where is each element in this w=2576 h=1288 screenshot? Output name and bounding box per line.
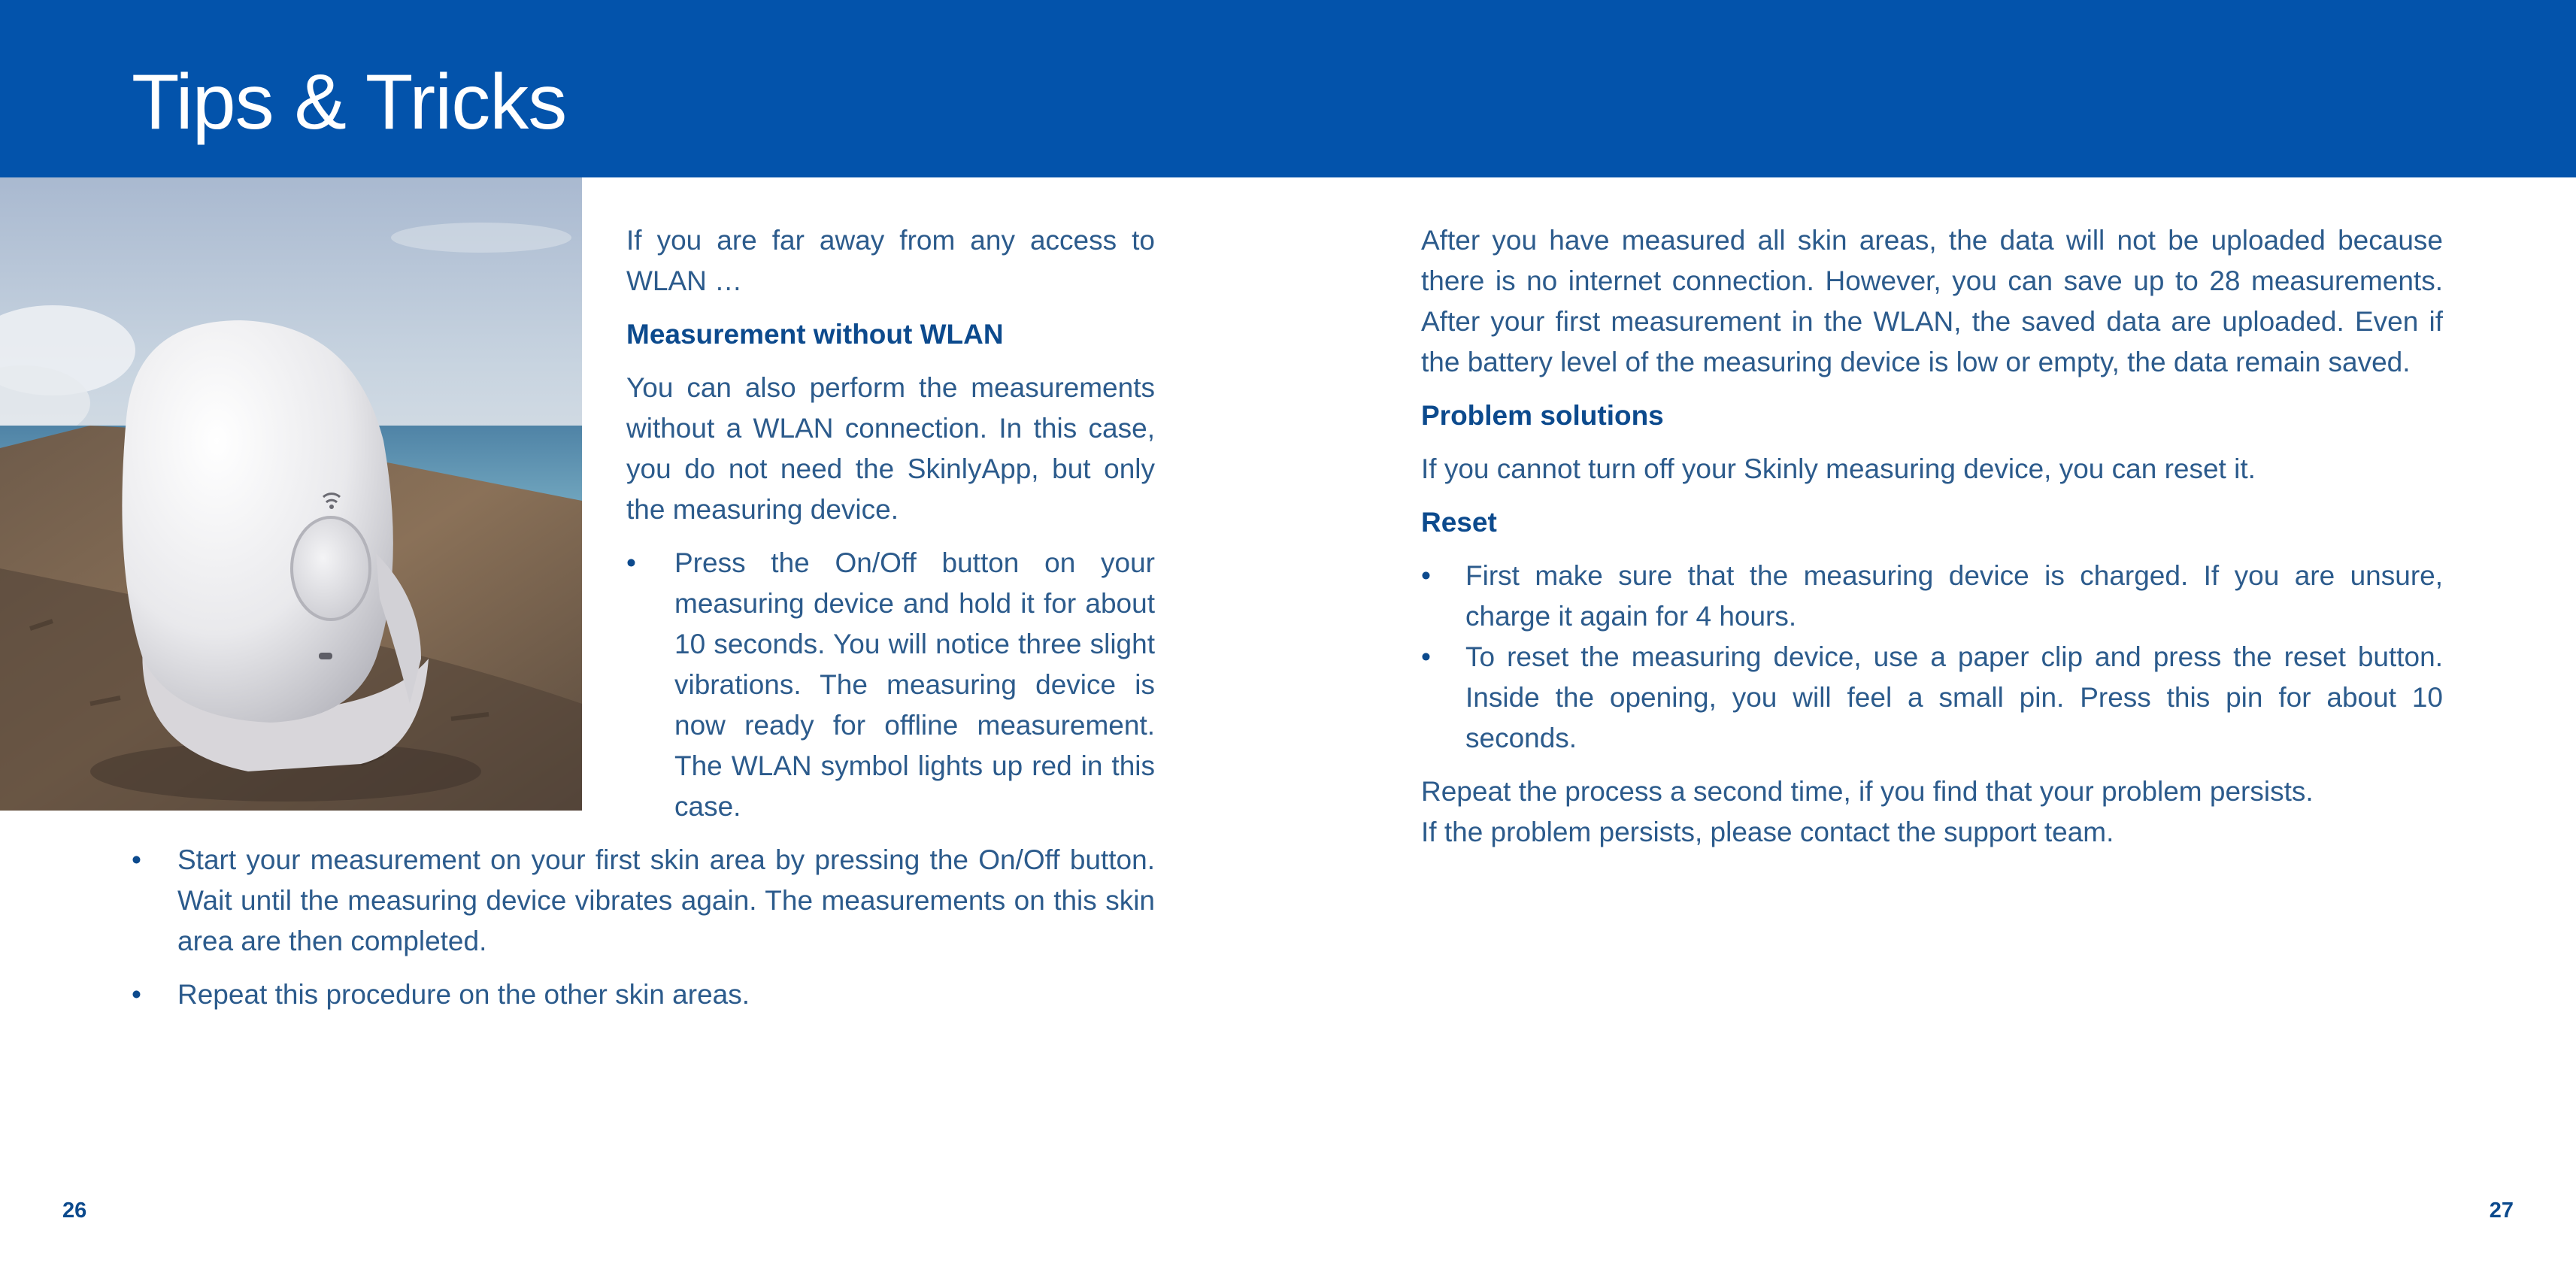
left-column: [626, 220, 1155, 840]
list-item: [626, 543, 1155, 827]
bullet-icon: •: [626, 547, 636, 578]
paragraph-offline-measurement: You can also perform the measurements without a WLAN connection. In this case, you do not need the SkinlyApp, but only the measuring device.: [626, 372, 1155, 525]
bullet-list-reset: [1421, 556, 2443, 759]
bullet-icon: •: [132, 979, 141, 1010]
list-item: [1421, 637, 2443, 759]
page-title: Tips & Tricks: [132, 59, 567, 146]
section-heading-measurement-without-wlan: Measurement without WLAN: [626, 319, 1004, 350]
list-item-text: Repeat this procedure on the other skin areas.: [177, 979, 750, 1010]
left-lower-list: [132, 840, 1155, 1028]
device-photo: [0, 177, 582, 811]
paragraph-reset-intro: If you cannot turn off your Skinly measuring device, you can reset it.: [1421, 453, 2256, 484]
list-item-text: First make sure that the measuring device is charged. If you are unsure, charge it again for 4 hours.: [1465, 560, 2443, 632]
bullet-list-measurement-steps: [132, 840, 1155, 1015]
list-item-text: Start your measurement on your first skin area by pressing the On/Off button. Wait until the measuring device vibrates again. The measurements on this skin area are then completed.: [177, 844, 1155, 956]
bullet-icon: •: [1421, 560, 1431, 591]
page-number-right: 27: [2489, 1199, 2514, 1223]
list-item: [1421, 556, 2443, 637]
list-item: [132, 840, 1155, 962]
right-column: [1421, 220, 2443, 865]
bullet-icon: •: [1421, 641, 1431, 672]
intro-text: If you are far away from any access to WLAN …: [626, 225, 1155, 296]
list-item-text: Press the On/Off button on your measuring device and hold it for about 10 seconds. You will notice three slight vibrations. The measuring device is now ready for offline measurement. The WLAN symbol lights up red in this case.: [674, 547, 1155, 822]
header-banner: [0, 0, 2576, 177]
section-heading-problem-solutions: Problem solutions: [1421, 400, 1664, 431]
list-item: [132, 974, 1155, 1015]
closing-repeat-text: Repeat the process a second time, if you find that your problem persists.: [1421, 776, 2314, 807]
list-item-text: To reset the measuring device, use a paper clip and press the reset button. Inside the opening, you will feel a small pin. Press this pin for about 10 seconds.: [1465, 641, 2443, 753]
page-number-left: 26: [62, 1199, 87, 1223]
paragraph-data-saving: After you have measured all skin areas, the data will not be uploaded because there is no internet connection. However, you can save up to 28 measurements. After your first measurement in the WLAN, the saved data are uploaded. Even if the battery level of the measuring device is low or empty, the data remain saved.: [1421, 225, 2443, 377]
bullet-list-offline: [626, 543, 1155, 827]
closing-support-text: If the problem persists, please contact the support team.: [1421, 817, 2114, 847]
section-heading-reset: Reset: [1421, 507, 1497, 538]
bullet-icon: •: [132, 844, 141, 875]
